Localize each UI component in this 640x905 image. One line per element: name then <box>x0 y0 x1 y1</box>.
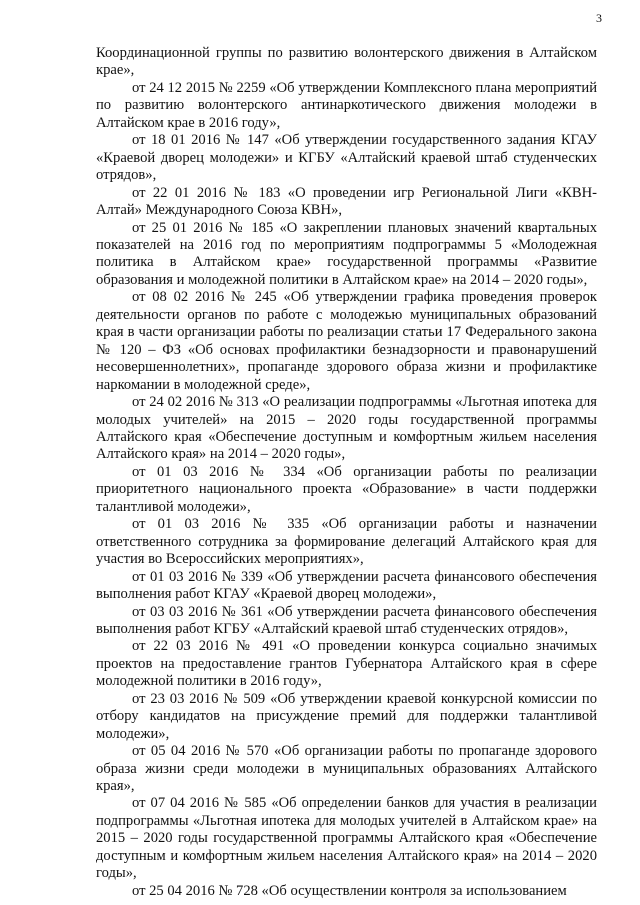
paragraph: от 07 04 2016 № 585 «Об определении банков для участия в реализации подпрограммы «Льготная ипотека для молодых учителей в Алтайском крае» на 2015 – 2020 годы государственной программы Алтайского края «Обеспечение доступным и комфортным жильем населения Алтайского края» на 2014 – 2020 годы», <box>96 795 597 882</box>
page-number: 3 <box>596 11 602 25</box>
paragraph: от 23 03 2016 № 509 «Об утверждении краевой конкурсной комиссии по отбору кандидатов на присуждение премий для поддержки талантливой молодежи», <box>96 690 597 742</box>
document-body <box>96 45 597 900</box>
paragraph: от 08 02 2016 № 245 «Об утверждении графика проведения проверок деятельности органов по работе с молодежью муниципальных образований края в части организации работы по реализации статьи 17 Федерального закона № 120 – ФЗ «Об основах профилактики безнадзорности и правонарушений несовершеннолетних», пропаганде здорового образа жизни и профилактике наркомании в молодежной среде», <box>96 289 597 393</box>
paragraph: от 25 04 2016 № 728 «Об осуществлении контроля за использованием <box>132 882 567 899</box>
paragraph: от 01 03 2016 № 339 «Об утверждении расчета финансового обеспечения выполнения работ КГАУ «Краевой дворец молодежи», <box>96 568 597 603</box>
paragraph: от 18 01 2016 № 147 «Об утверждении государственного задания КГАУ «Краевой дворец молодежи» и КГБУ «Алтайский краевой штаб студенческих отрядов», <box>96 132 597 184</box>
paragraph: от 24 12 2015 № 2259 «Об утверждении Комплексного плана мероприятий по развитию волонтерского антинаркотического движения молодежи в Алтайском крае в 2016 году», <box>96 79 597 131</box>
paragraph: от 24 02 2016 № 313 «О реализации подпрограммы «Льготная ипотека для молодых учителей» на 2015 – 2020 годы государственной программы Алтайского края «Обеспечение доступным и комфортным жильем населения Алтайского края» на 2014 – 2020 годы», <box>96 394 597 463</box>
paragraph: от 05 04 2016 № 570 «Об организации работы по пропаганде здорового образа жизни среди молодежи в муниципальных образованиях Алтайского края», <box>96 743 597 795</box>
paragraph: от 01 03 2016 № 335 «Об организации работы и назначении ответственного сотрудника за формирование делегаций Алтайского края для участия во Всероссийских мероприятиях», <box>96 516 597 568</box>
paragraph: от 03 03 2016 № 361 «Об утверждении расчета финансового обеспечения выполнения работ КГБУ «Алтайский краевой штаб студенческих отрядов», <box>96 603 597 637</box>
paragraph: от 25 01 2016 № 185 «О закреплении плановых значений квартальных показателей на 2016 год по мероприятиям подпрограммы 5 «Молодежная политика в Алтайском крае» государственной программы «Развитие образования и молодежной политики в Алтайском крае» на 2014 – 2020 годы», <box>96 219 597 288</box>
paragraph: Координационной группы по развитию волонтерского движения в Алтайском крае», <box>96 45 597 79</box>
paragraph: от 01 03 2016 № 334 «Об организации работы по реализации приоритетного национального проекта «Образование» в части поддержки талантливой молодежи», <box>96 463 597 515</box>
paragraph: от 22 03 2016 № 491 «О проведении конкурса социально значимых проектов на предоставление грантов Губернатора Алтайского края в сфере молодежной политики в 2016 году», <box>96 638 597 690</box>
paragraph: от 22 01 2016 № 183 «О проведении игр Региональной Лиги «КВН-Алтай» Международного Союза КВН», <box>96 184 597 219</box>
